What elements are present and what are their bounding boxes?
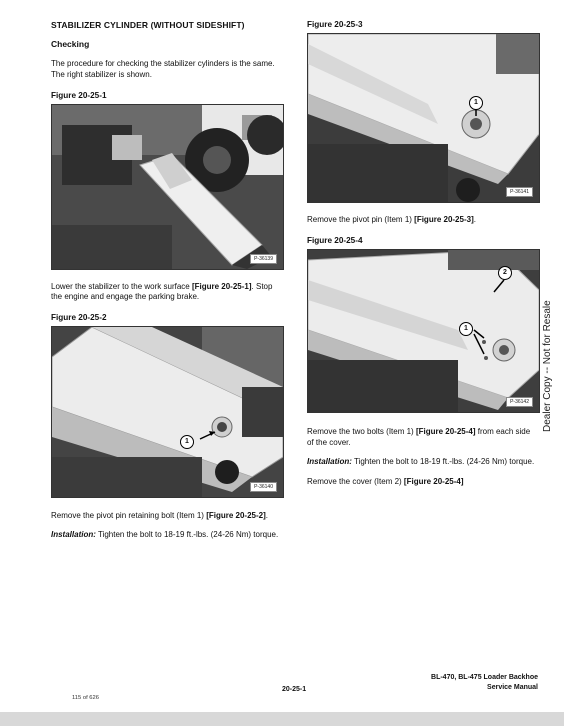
step-remove-retaining-bolt (51, 511, 284, 522)
figure-ref: [Figure 20-25-4] (415, 426, 476, 436)
figure-4-photo (307, 249, 540, 413)
figure-1-photo-number: P-36139 (250, 254, 277, 264)
model-name: BL-470, BL-475 Loader Backhoe (431, 674, 538, 681)
step-remove-cover (307, 477, 539, 488)
step-lower-text: Lower the stabilizer to the work surface (51, 281, 192, 291)
figure-ref: [Figure 20-25-2] (206, 511, 266, 521)
dealer-copy-watermark: Dealer Copy -- Not for Resale (542, 300, 553, 432)
installation-note-2 (307, 457, 539, 468)
step-remove-bolts-tail: from each side of the cover. (307, 426, 531, 447)
step-remove-two-bolts (307, 427, 539, 449)
figure-2-callout-1: 1 (180, 435, 194, 449)
step-remove-cover-text: Remove the cover (Item 2) (307, 477, 404, 487)
figure-3-callout-1: 1 (469, 96, 483, 110)
installation-text: Tighten the bolt to 18-19 ft.-lbs. (24-26 Nm) torque. (351, 457, 535, 467)
section-title: STABILIZER CYLINDER (WITHOUT SIDESHIFT) (51, 20, 245, 30)
step-lower-stabilizer (51, 282, 284, 304)
figure-2-label: Figure 20-25-2 (51, 313, 107, 323)
installation-label: Installation: (307, 457, 352, 467)
installation-note-1 (51, 530, 284, 541)
manual-title (431, 673, 538, 692)
viewer-bottom-band (0, 712, 564, 726)
left-column (51, 20, 284, 541)
page-counter: 115 of 626 (72, 695, 99, 701)
page-number: 20-25-1 (282, 686, 307, 693)
figure-4-callout-2: 2 (498, 266, 512, 280)
figure-4-label: Figure 20-25-4 (307, 235, 363, 245)
figure-ref: [Figure 20-25-4] (403, 477, 464, 487)
installation-label: Installation: (51, 529, 96, 539)
figure-ref: [Figure 20-25-1] (191, 281, 252, 291)
figure-3-photo (307, 33, 540, 203)
step-remove-bolts-text: Remove the two bolts (Item 1) (307, 426, 416, 436)
figure-1-photo (51, 104, 284, 270)
intro-text: The procedure for checking the stabilizer cylinders is the same. The right stabilizer is shown. (51, 59, 275, 79)
figure-4-callout-1: 1 (459, 322, 473, 336)
figure-ref: [Figure 20-25-3] (414, 215, 474, 224)
step-remove-bolt-tail: . (265, 511, 268, 521)
figure-3-label: Figure 20-25-3 (307, 20, 363, 29)
step-remove-pivot-pin (307, 215, 539, 226)
step-remove-bolt-text: Remove the pivot pin retaining bolt (Item 1) (51, 511, 207, 521)
step-lower-tail: . Stop the engine and engage the parking brake. (51, 281, 273, 302)
installation-text: Tighten the bolt to 18-19 ft.-lbs. (24-26 Nm) torque. (95, 529, 279, 539)
right-column (307, 20, 539, 488)
step-remove-pin-tail: . (473, 215, 476, 224)
figure-3-photo-number: P-36141 (506, 187, 533, 197)
figure-2-photo (51, 326, 284, 498)
step-remove-pin-text: Remove the pivot pin (Item 1) (307, 215, 415, 224)
figure-4-photo-number: P-36142 (506, 397, 533, 407)
manual-name: Service Manual (487, 683, 538, 691)
figure-2-photo-number: P-36140 (250, 482, 277, 492)
figure-1-label: Figure 20-25-1 (51, 90, 107, 100)
subhead-checking: Checking (51, 39, 90, 49)
